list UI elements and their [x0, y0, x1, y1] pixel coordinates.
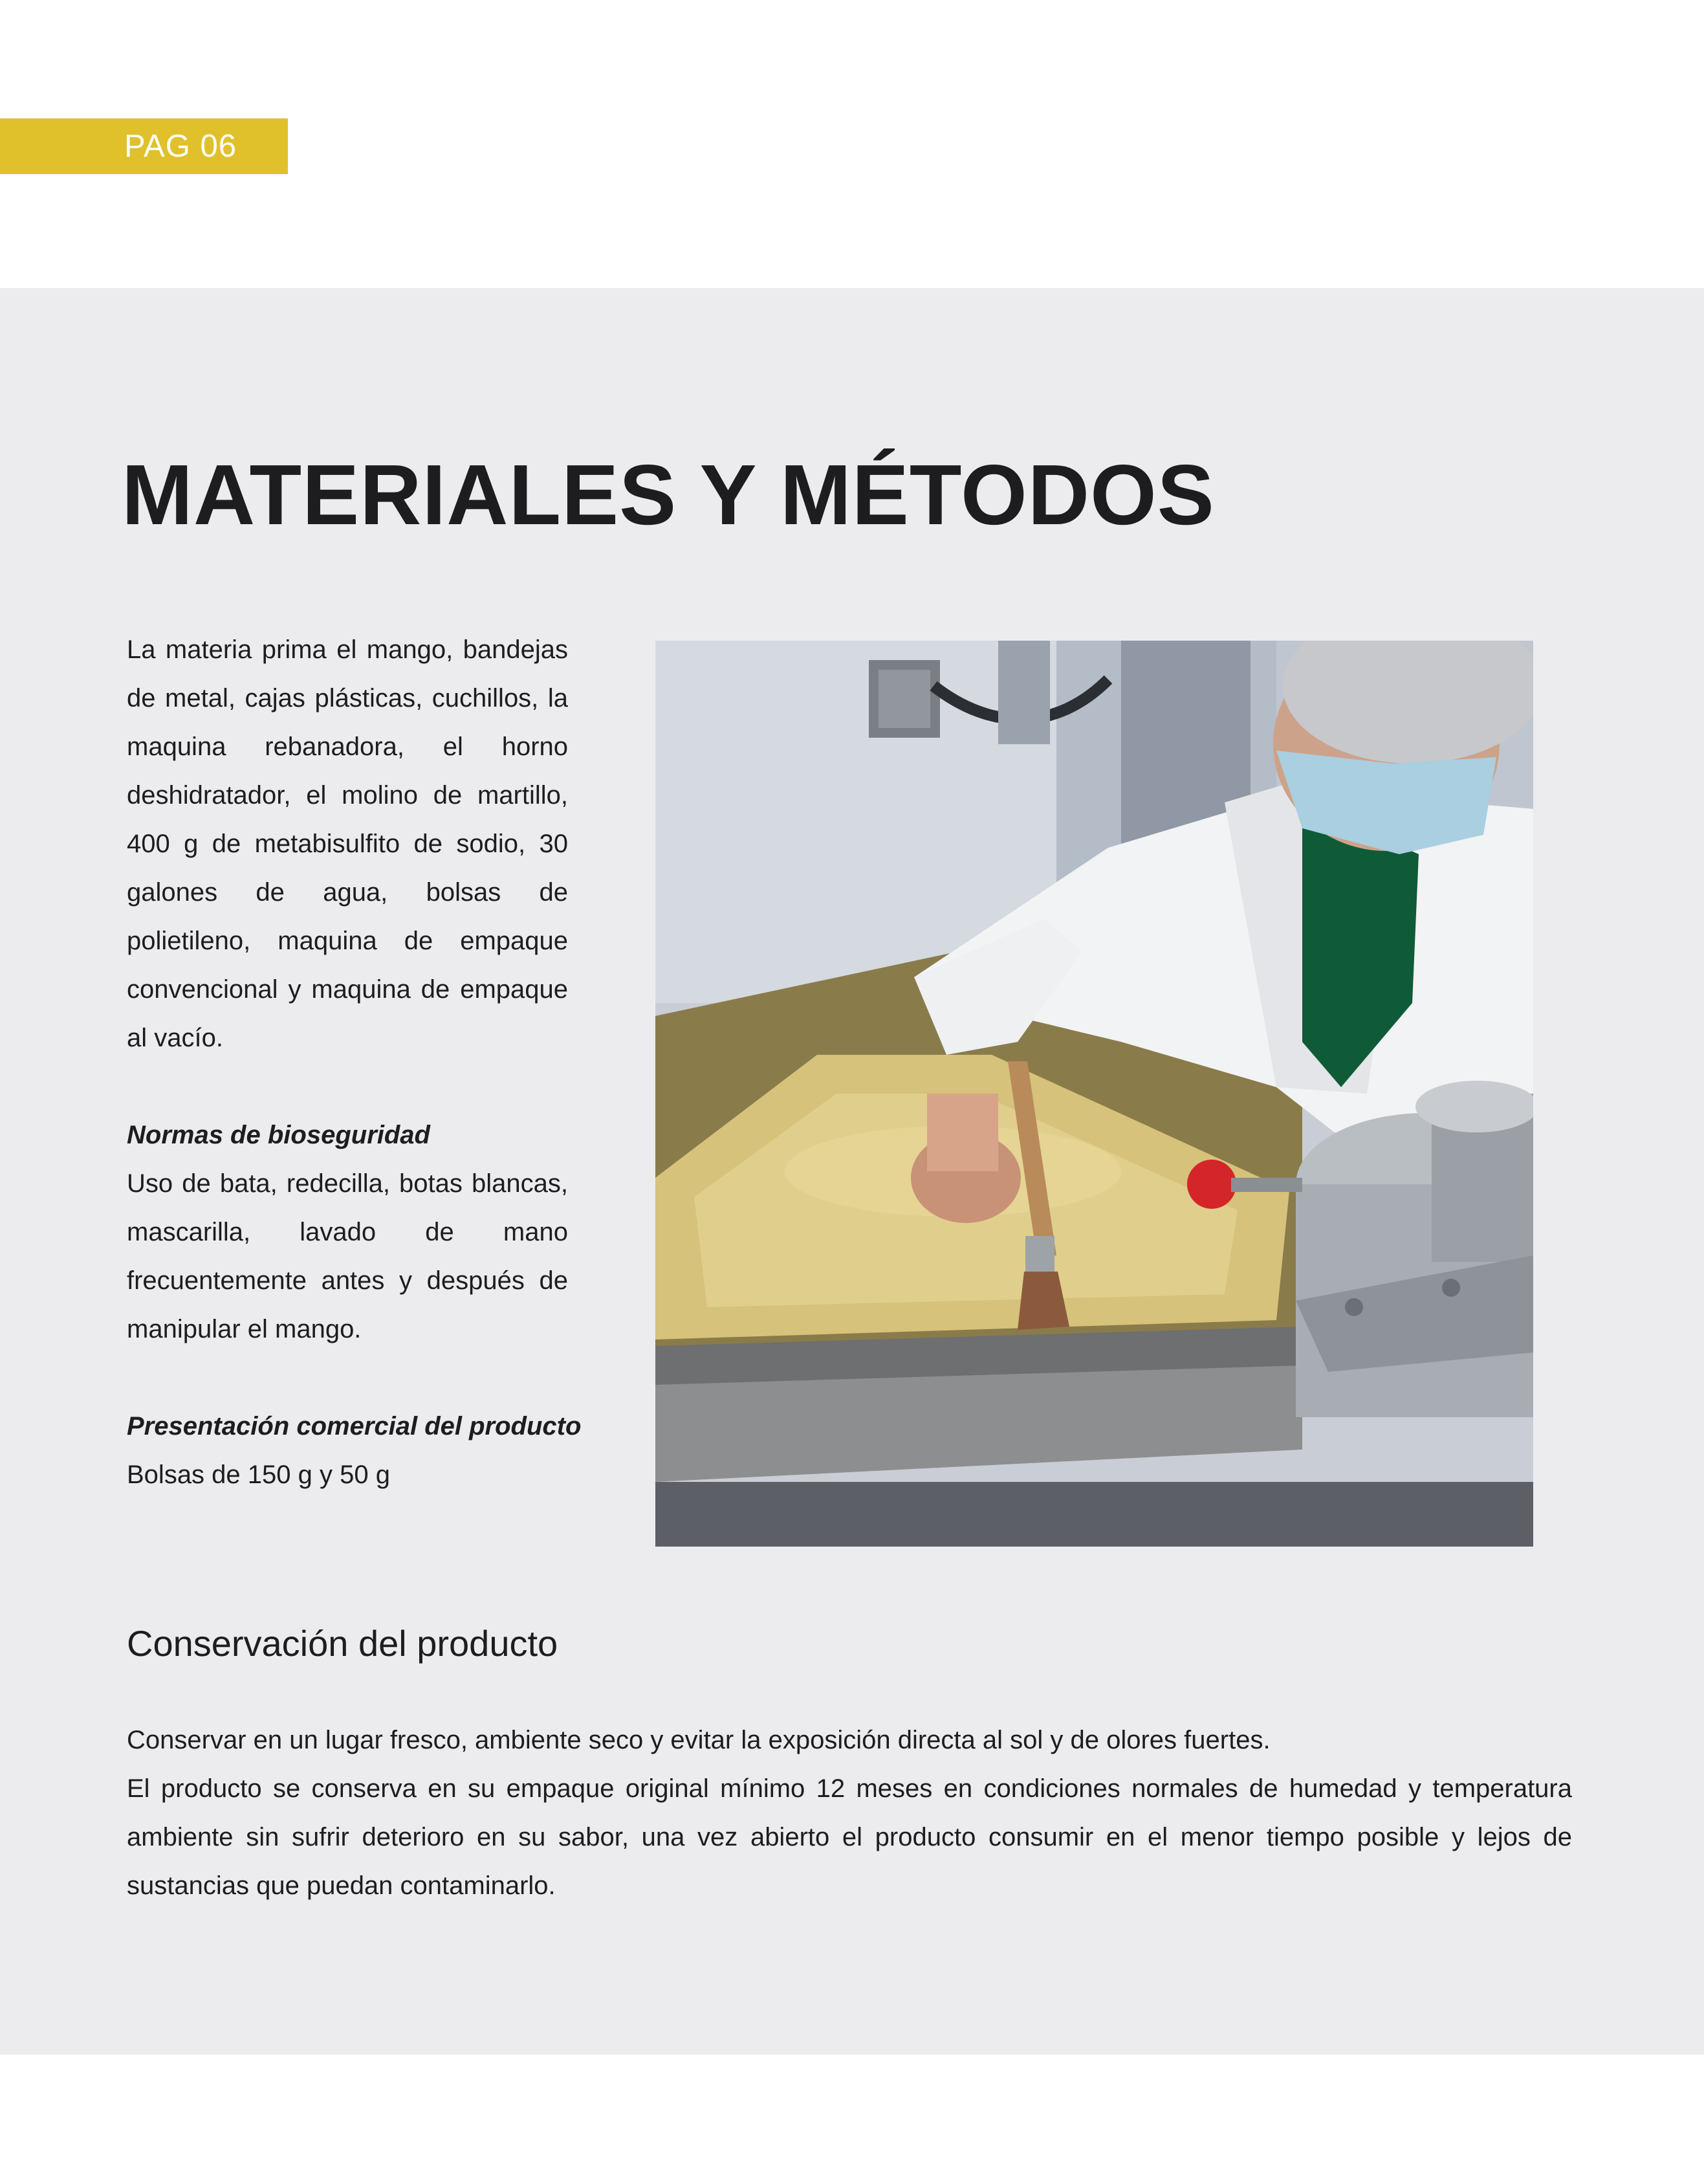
- spacer: [127, 1063, 568, 1111]
- biosafety-paragraph: Uso de bata, redecilla, botas blancas, mascarilla, lavado de mano frecuentemente antes y después de manipular el mango.: [127, 1169, 568, 1343]
- conservation-text: [127, 1716, 1572, 1910]
- conservation-line-1: Conservar en un lugar fresco, ambiente seco y evitar la exposición directa al sol y de olores fuertes.: [127, 1726, 1271, 1754]
- page-number-tag: PAG 06: [0, 118, 288, 174]
- page-title: MATERIALES Y MÉTODOS: [122, 447, 1215, 542]
- conservation-line-2: El producto se conserva en su empaque original mínimo 12 meses en condiciones normales de humedad y temperatura ambiente sin sufrir deterioro en su sabor, una vez abierto el producto consumir en el menor tiempo posible y lejos de sustancias que puedan contaminarlo.: [127, 1774, 1572, 1900]
- worker-milling-photo: [655, 641, 1533, 1547]
- materials-paragraph: La materia prima el mango, bandejas de metal, cajas plásticas, cuchillos, la maquina rebanadora, el horno deshidratador, el molino de martillo, 400 g de metabisulfito de sodio, 30 galones de agua, bolsas de polietileno, maquina de empaque convencional y maquina de empaque al vacío.: [127, 635, 568, 1052]
- biosafety-heading: Normas de bioseguridad: [127, 1121, 430, 1149]
- presentation-heading: Presentación comercial del producto: [127, 1412, 582, 1440]
- photo-illustration: [655, 641, 1533, 1547]
- spacer: [127, 1354, 568, 1402]
- conservation-heading: Conservación del producto: [127, 1623, 558, 1664]
- materials-column: [127, 626, 582, 1499]
- presentation-paragraph: Bolsas de 150 g y 50 g: [127, 1461, 390, 1489]
